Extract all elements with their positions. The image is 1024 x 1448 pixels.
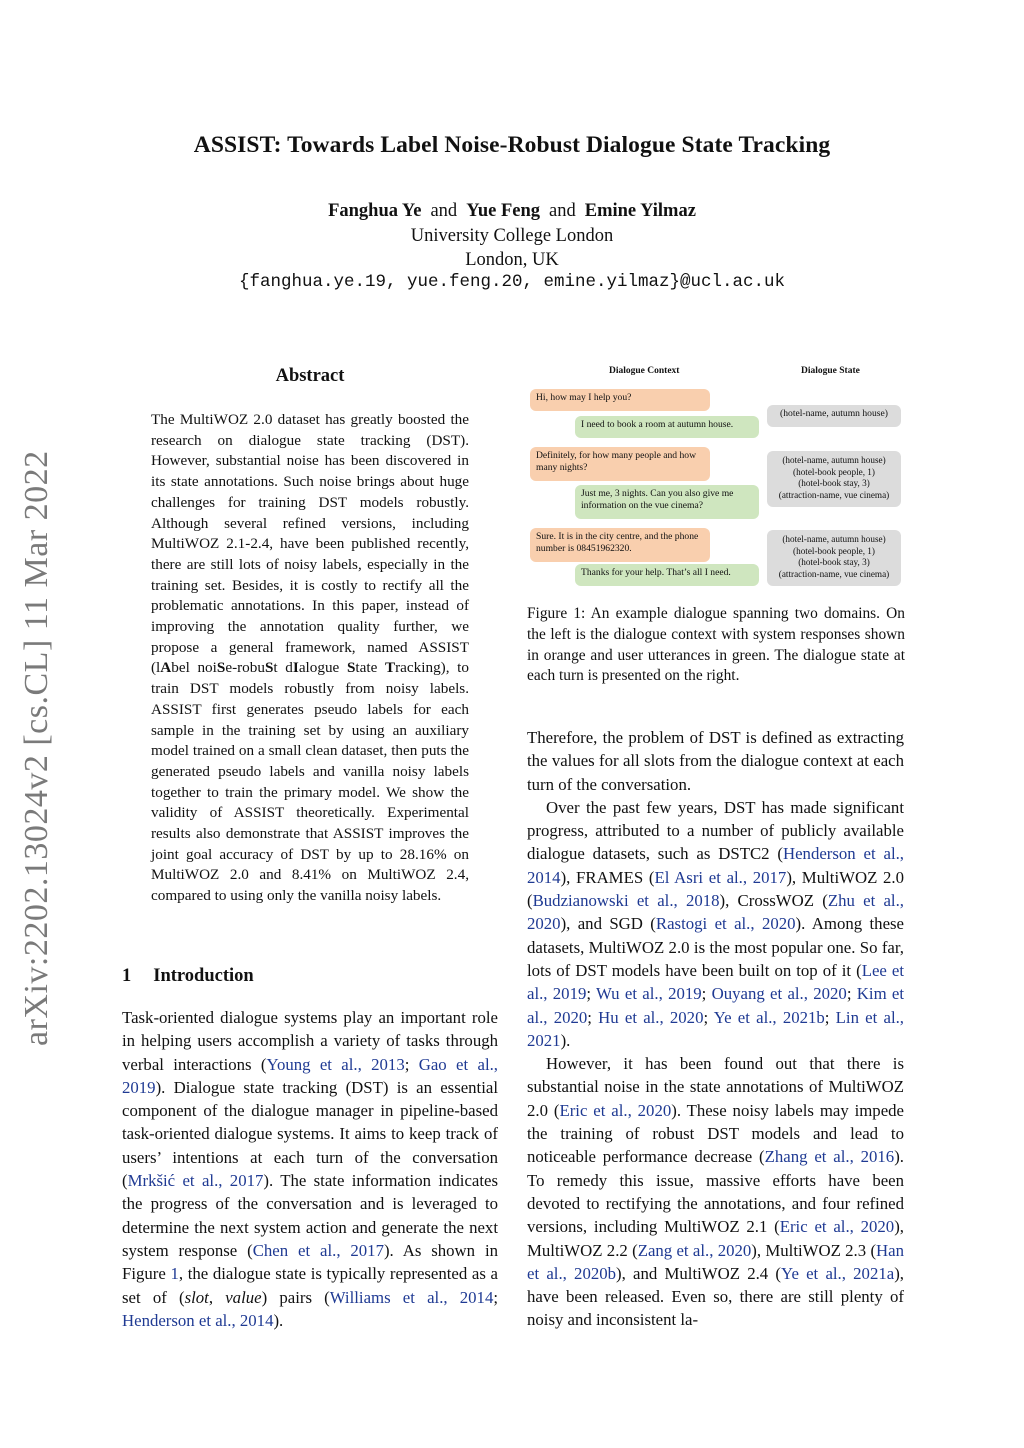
citation-link[interactable]: Zang et al., 2020 [637,1240,752,1260]
system-utterance: Sure. It is in the city centre, and the phone number is 08451962320. [530,528,710,562]
citation-link[interactable]: Ye et al., 2021b [713,1007,825,1027]
citation-link[interactable]: Budzianowski et al., 2018 [532,891,720,911]
system-utterance: Hi, how may I help you? [530,389,710,411]
right-column [527,726,904,1332]
citation-link[interactable]: Kim et al., 2020 [527,984,905,1027]
citation-link[interactable]: Zhu et al., 2020 [527,891,904,934]
intro-column [122,1006,498,1332]
author-list [0,199,1024,223]
figure-1 [527,360,905,596]
figure-ref-link[interactable]: 1 [170,1264,179,1284]
citation-link[interactable]: Hu et al., 2020 [598,1007,704,1027]
right-paragraph-1: Therefore, the problem of DST is defined as extracting the values for all slots from the dialogue context at each turn of the conversation. [527,728,904,794]
author-sep: and [549,201,576,221]
citation-link[interactable]: Ouyang et al., 2020 [711,984,847,1004]
citation-link[interactable]: Han et al., 2020b [527,1240,904,1283]
figure-context-header: Dialogue Context [609,366,680,376]
user-utterance: I need to book a room at autumn house. [575,416,759,438]
system-utterance: Definitely, for how many people and how many nights? [530,447,710,481]
dialogue-state-turn-2: (hotel-name, autumn house) (hotel-book people, 1) (hotel-book stay, 3) (attraction-name, vue cinema) [767,451,901,507]
citation-link[interactable]: Henderson et al., 2014 [122,1310,274,1330]
citation-link[interactable]: Eric et al., 2020 [779,1217,895,1237]
arxiv-stamp: arXiv:2202.13024v2 [cs.CL] 11 Mar 2022 [18,450,55,1046]
figure-state-header: Dialogue State [801,366,860,376]
user-utterance: Thanks for your help. That’s all I need. [575,564,759,586]
author-1: Fanghua Ye [328,201,422,221]
citation-link[interactable]: Chen et al., 2017 [252,1240,384,1260]
citation-link[interactable]: Rastogi et al., 2020 [655,914,796,934]
author-emails: {fanghua.ye.19, yue.feng.20, emine.yilmaz}@ucl.ac.uk [238,272,786,292]
dialogue-state-turn-1: (hotel-name, autumn house) [767,405,901,427]
citation-link[interactable]: Zhang et al., 2016 [764,1147,895,1167]
citation-link[interactable]: Gao et al., 2019 [122,1054,498,1097]
author-3: Emine Yilmaz [584,201,696,221]
affiliation: University College London [410,226,614,246]
right-paragraph-3: However, it has been found out that there is substantial noise in the state annotations of MultiWOZ 2.0 (Eric et al., 2020). These noisy labels may impede the training of robust DST models and lead to noticeable performance decrease (Zhang et al., 2016). To remedy this issue, massive efforts have been devoted to rectifying the annotations, and four refined versions, including MultiWOZ 2.1 (Eric et al., 2020), MultiWOZ 2.2 (Zang et al., 2020), MultiWOZ 2.3 (Han et al., 2020b), and MultiWOZ 2.4 (Ye et al., 2021a), have been released. Even so, there are still plenty of noisy and inconsistent la- [527,1054,904,1330]
paper-title: ASSIST: Towards Label Noise-Robust Dialogue State Tracking [193,132,831,158]
figure-1-caption: Figure 1: An example dialogue spanning two domains. On the left is the dialogue context with system responses shown in orange and user utterances in green. The dialogue state at each turn is presented on the right. [527,605,905,685]
citation-link[interactable]: Mrkšić et al., 2017 [127,1171,264,1191]
citation-link[interactable]: Wu et al., 2019 [596,984,702,1004]
author-sep: and [430,201,458,221]
right-paragraph-2: Over the past few years, DST has made significant progress, attributed to a number of publicly available dialogue datasets, such as DSTC2 (Henderson et al., 2014), FRAMES (El Asri et al., 2017), MultiWOZ 2.0 (Budzianowski et al., 2018), CrossWOZ (Zhu et al., 2020), and SGD (Rastogi et al., 2020). Among these datasets, MultiWOZ 2.0 is the most popular one. So far, lots of DST models have been built on top of it (Lee et al., 2019; Wu et al., 2019; Ouyang et al., 2020; Kim et al., 2020; Hu et al., 2020; Ye et al., 2021b; Lin et al., 2021). [527,797,905,1050]
intro-paragraph-1: Task-oriented dialogue systems play an important role in helping users accomplish a variety of tasks through verbal interactions (Young et al., 2013; Gao et al., 2019). Dialogue state tracking (DST) is an essential component of the dialogue manager in pipeline-based task-oriented dialogue systems. It aims to keep track of users’ intentions at each turn of the conversation (Mrkšić et al., 2017). The state information indicates the progress of the conversation and is leveraged to determine the next system action and generate the next system response (Chen et al., 2017). As shown in Figure 1, the dialogue state is typically represented as a set of (slot, value) pairs (Williams et al., 2014; Henderson et al., 2014). [122,1008,499,1330]
abstract-body: The MultiWOZ 2.0 dataset has greatly boosted the research on dialogue state tracking (DST). However, substantial noise has been discovered in its state annotations. Such noise brings about huge challenges for training DST models robustly. Although several refined versions, including MultiWOZ 2.1-2.4, have been published recently, there are still lots of noisy labels, especially in the training set. Besides, it is costly to rectify all the problematic annotations. In this paper, instead of improving the annotation quality further, we propose a general framework, named ASSIST (lAbel noiSe-robuSt dIalogue State Tracking), to train DST models robustly from noisy labels. ASSIST first generates pseudo labels for each sample in the training set by using an auxiliary model trained on a small clean dataset, then puts the generated pseudo labels and vanilla noisy labels together to train the primary model. We show the validity of ASSIST theoretically. Experimental results also demonstrate that ASSIST improves the joint goal accuracy of DST by up to 28.16% on MultiWOZ 2.0 and 8.41% on MultiWOZ 2.4, compared to using only the vanilla noisy labels. [151,411,469,905]
citation-link[interactable]: Lin et al., 2021 [527,1007,904,1050]
citation-link[interactable]: Lee et al., 2019 [527,960,904,1004]
citation-link[interactable]: Henderson et al., 2014 [527,844,904,887]
citation-link[interactable]: Ye et al., 2021a [781,1263,895,1283]
dialogue-state-turn-3: (hotel-name, autumn house) (hotel-book people, 1) (hotel-book stay, 3) (attraction-name, vue cinema) [767,530,901,586]
location: London, UK [465,250,559,270]
abstract-heading: Abstract [275,366,345,386]
citation-link[interactable]: Young et al., 2013 [266,1054,405,1074]
user-utterance: Just me, 3 nights. Can you also give me information on the vue cinema? [575,485,759,519]
citation-link[interactable]: Williams et al., 2014 [329,1287,494,1307]
section-heading-introduction: 1 Introduction [122,966,254,986]
author-2: Yue Feng [466,201,541,221]
citation-link[interactable]: Eric et al., 2020 [559,1100,672,1120]
citation-link[interactable]: El Asri et al., 2017 [654,867,787,887]
